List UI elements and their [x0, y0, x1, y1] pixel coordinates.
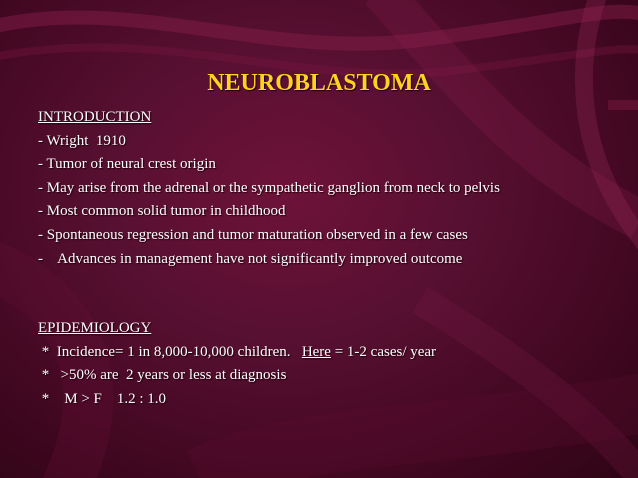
introduction-line: - Tumor of neural crest origin [38, 156, 216, 173]
introduction-heading: INTRODUCTION [38, 109, 152, 125]
incidence-here: Here [301, 343, 331, 360]
introduction-line: - Spontaneous regression and tumor maturation observed in a few cases [38, 226, 468, 243]
introduction-line: - Most common solid tumor in childhood [38, 203, 286, 220]
incidence-suffix: = 1-2 cases/ year [330, 343, 437, 360]
introduction-line: - Wright 1910 [38, 132, 126, 149]
incidence-line [38, 341, 628, 365]
introduction-section [38, 106, 628, 271]
sex-ratio-line: * M > F 1.2 : 1.0 [38, 390, 167, 407]
epidemiology-heading: EPIDEMIOLOGY [38, 320, 152, 336]
slide-title: NEUROBLASTOMA [207, 70, 431, 96]
age-line: * >50% are 2 years or less at diagnosis [38, 367, 287, 384]
epidemiology-section [38, 317, 628, 411]
incidence-prefix: * Incidence= 1 in 8,000-10,000 children. [38, 343, 302, 360]
introduction-line: - May arise from the adrenal or the sympathetic ganglion from neck to pelvis [38, 179, 500, 196]
introduction-line: - Advances in management have not significantly improved outcome [38, 250, 463, 267]
